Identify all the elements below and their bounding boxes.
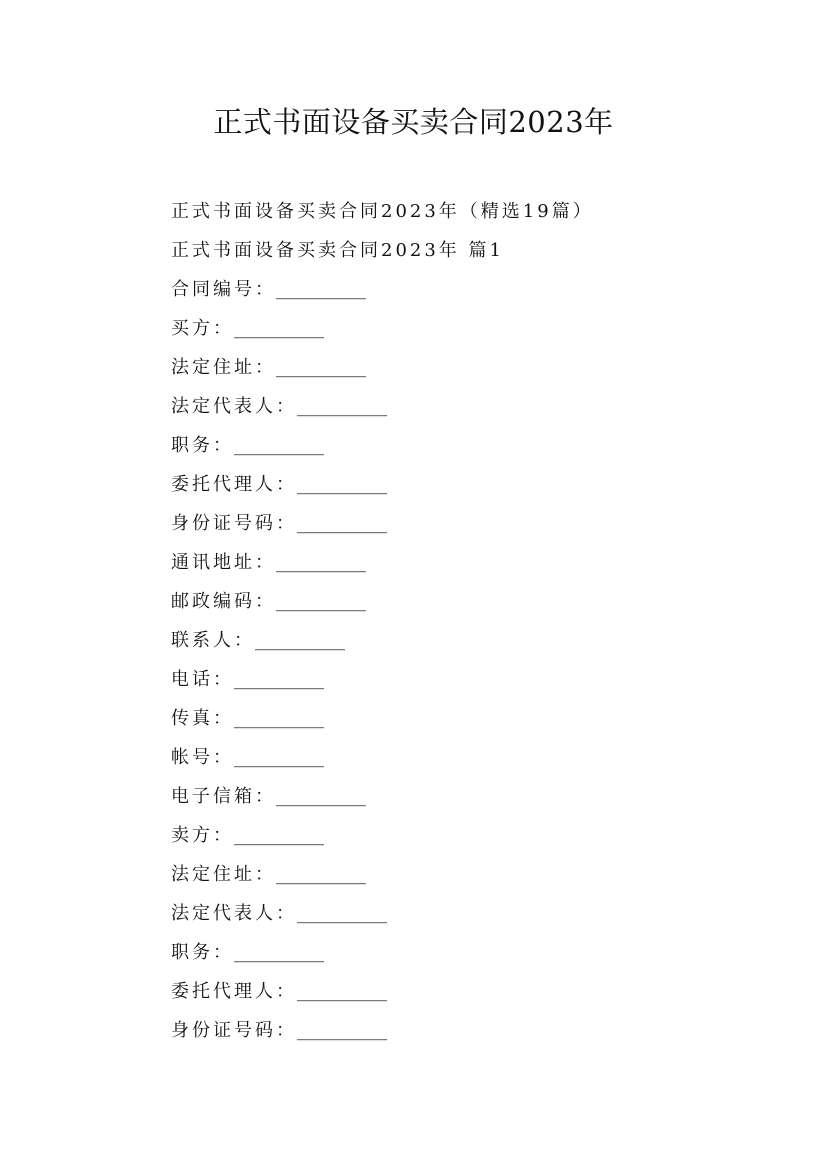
field-label: 合同编号： — [171, 279, 276, 300]
field-label: 法定住址： — [171, 864, 276, 885]
field-blank: __________ — [297, 903, 387, 924]
document-body — [171, 192, 771, 1050]
document-subtitle: 正式书面设备买卖合同2023年（精选19篇） — [171, 201, 594, 222]
field-blank: __________ — [297, 474, 387, 495]
field-blank: __________ — [234, 318, 324, 339]
field-blank: __________ — [234, 669, 324, 690]
field-buyer-postal-code — [171, 582, 771, 621]
field-buyer-address — [171, 348, 771, 387]
field-label: 电子信箱： — [171, 786, 276, 807]
field-label: 身份证号码： — [171, 513, 297, 534]
field-seller-address — [171, 855, 771, 894]
section-heading: 正式书面设备买卖合同2023年 篇1 — [171, 240, 504, 261]
field-label: 法定住址： — [171, 357, 276, 378]
field-label: 职务： — [171, 942, 234, 963]
field-seller-id-number — [171, 1011, 771, 1050]
field-label: 法定代表人： — [171, 396, 297, 417]
field-buyer-fax — [171, 699, 771, 738]
field-blank: __________ — [276, 864, 366, 885]
field-blank: __________ — [234, 435, 324, 456]
document-title: 正式书面设备买卖合同2023年 — [213, 105, 614, 139]
field-label: 卖方： — [171, 825, 234, 846]
field-label: 电话： — [171, 669, 234, 690]
field-contract-number — [171, 270, 771, 309]
field-buyer-agent — [171, 465, 771, 504]
field-blank: __________ — [297, 1020, 387, 1041]
field-label: 传真： — [171, 708, 234, 729]
field-blank: __________ — [276, 786, 366, 807]
field-label: 邮政编码： — [171, 591, 276, 612]
field-blank: __________ — [276, 279, 366, 300]
field-label: 帐号： — [171, 747, 234, 768]
field-label: 买方： — [171, 318, 234, 339]
field-buyer-legal-rep — [171, 387, 771, 426]
field-blank: __________ — [297, 981, 387, 1002]
field-buyer-account — [171, 738, 771, 777]
field-buyer-mailing-address — [171, 543, 771, 582]
field-blank: __________ — [234, 708, 324, 729]
field-blank: __________ — [276, 357, 366, 378]
field-buyer-phone — [171, 660, 771, 699]
field-blank: __________ — [255, 630, 345, 651]
field-label: 法定代表人： — [171, 903, 297, 924]
field-blank: __________ — [234, 747, 324, 768]
field-buyer-email — [171, 777, 771, 816]
field-blank: __________ — [276, 552, 366, 573]
field-buyer-contact — [171, 621, 771, 660]
field-label: 通讯地址： — [171, 552, 276, 573]
field-buyer — [171, 309, 771, 348]
field-label: 联系人： — [171, 630, 255, 651]
field-blank: __________ — [234, 825, 324, 846]
field-label: 委托代理人： — [171, 474, 297, 495]
field-seller-legal-rep — [171, 894, 771, 933]
field-blank: __________ — [297, 513, 387, 534]
field-buyer-id-number — [171, 504, 771, 543]
field-seller-agent — [171, 972, 771, 1011]
field-label: 委托代理人： — [171, 981, 297, 1002]
field-blank: __________ — [276, 591, 366, 612]
field-blank: __________ — [234, 942, 324, 963]
field-seller-position — [171, 933, 771, 972]
field-blank: __________ — [297, 396, 387, 417]
field-label: 身份证号码： — [171, 1020, 297, 1041]
field-label: 职务： — [171, 435, 234, 456]
field-buyer-position — [171, 426, 771, 465]
field-seller — [171, 816, 771, 855]
